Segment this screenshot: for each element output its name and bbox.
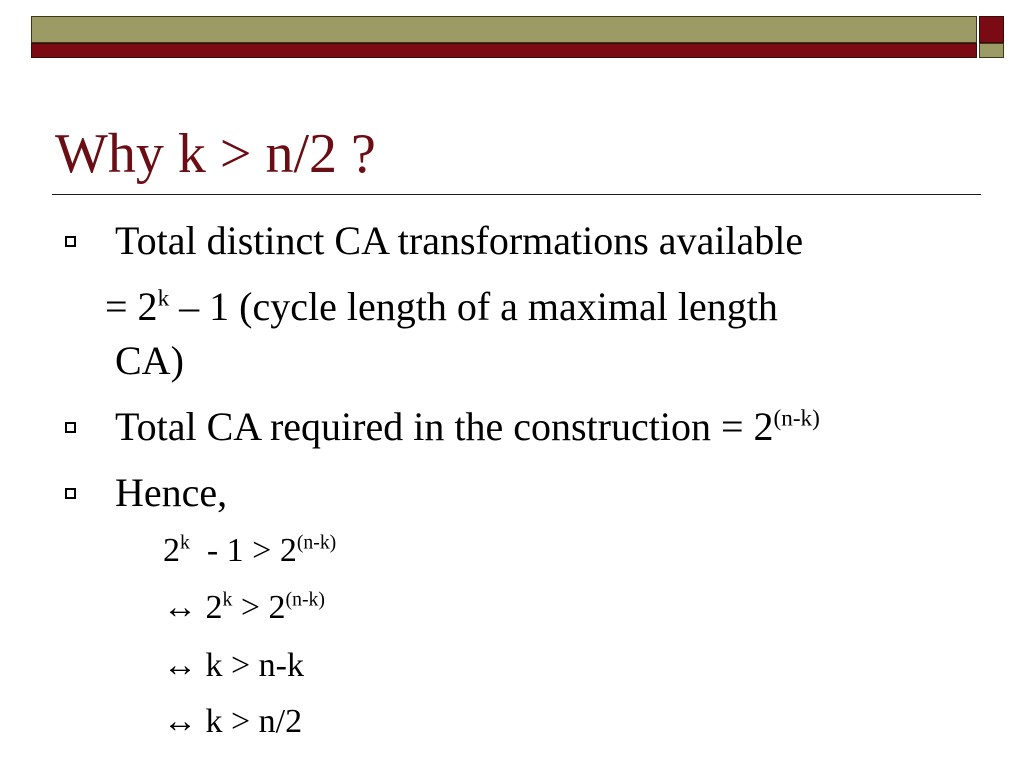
derivation-line: ↔ k > n-k: [163, 647, 304, 684]
continuation-exponent: k: [157, 285, 170, 312]
continuation-suffix: – 1 (cycle length of a maximal length: [169, 284, 778, 329]
square-bullet-icon: [65, 488, 76, 499]
derivation-lhs-exponent: k: [222, 588, 233, 611]
square-bullet-icon: [65, 422, 76, 433]
derivation-lhs-exponent: k: [180, 531, 190, 554]
derivation-rhs-exponent: (n-k): [285, 588, 325, 611]
derivation-rhs: - 1 > 2: [189, 532, 297, 569]
slide-title: Why k > n/2 ?: [55, 123, 376, 185]
bullet-text: [115, 404, 820, 450]
derivation-lhs: 2: [163, 532, 180, 569]
bullet-text: Total distinct CA transformations available: [115, 218, 804, 263]
square-bullet-icon: [65, 236, 76, 247]
title-underline: [52, 194, 981, 195]
derivation-rhs: > 2: [232, 589, 286, 626]
derivation-line: [163, 531, 336, 571]
derivation-line: ↔ k > n/2: [163, 703, 303, 740]
bullet-continuation-line2: CA): [115, 338, 184, 383]
bullet-exponent: (n-k): [773, 405, 820, 432]
bullet-text-main: Total CA required in the construction = 2: [115, 404, 774, 449]
header-band-olive: [31, 16, 977, 43]
derivation-rhs-exponent: (n-k): [296, 531, 337, 554]
bullet-text: Hence,: [115, 470, 228, 515]
derivation-line: [163, 588, 325, 628]
header-band-maroon: [31, 43, 977, 58]
bullet-continuation: [105, 284, 778, 330]
continuation-prefix: = 2: [105, 284, 158, 329]
header-square-maroon: [979, 16, 1004, 43]
derivation-lhs: ↔ 2: [163, 589, 223, 626]
header-square-olive: [979, 43, 1004, 58]
